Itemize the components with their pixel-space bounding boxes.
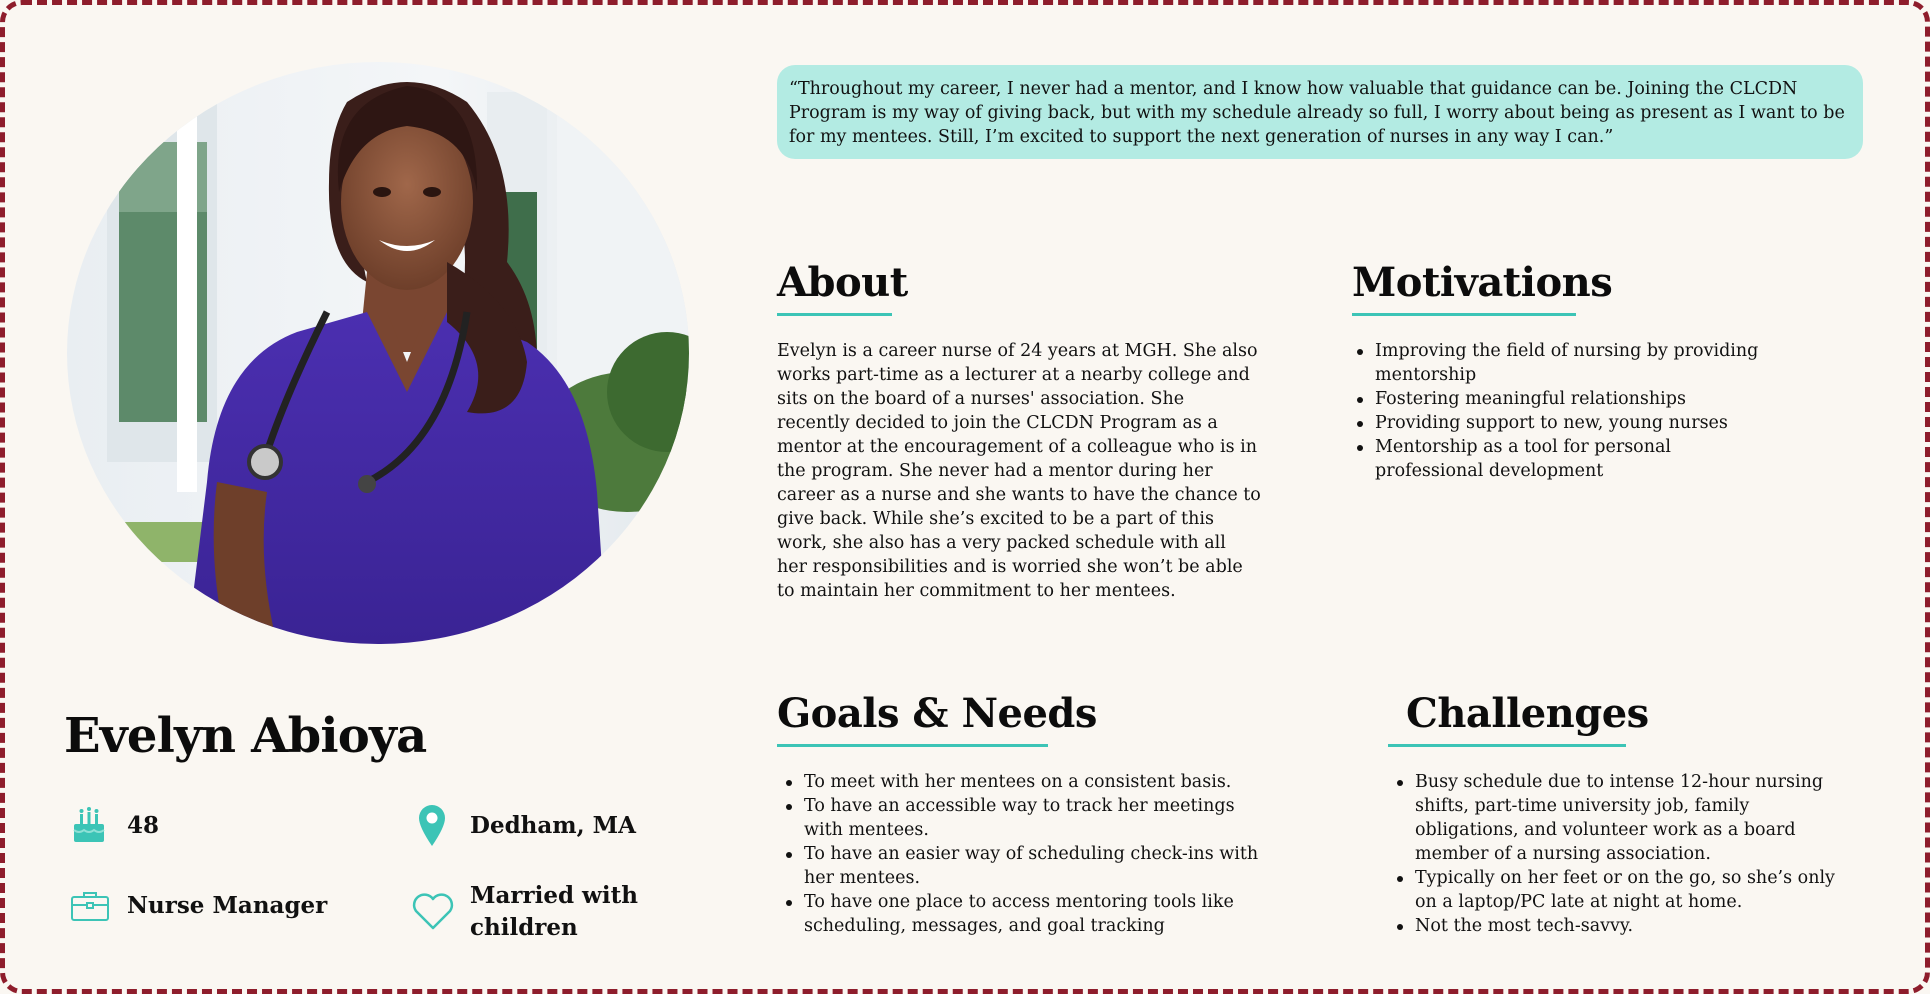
motivations-heading: Motivations <box>1352 259 1613 306</box>
list-item: Fostering meaningful relationships <box>1348 387 1768 411</box>
motivations-underline <box>1352 313 1576 316</box>
list-item: To have one place to access mentoring tools like scheduling, messages, and goal tracking <box>777 890 1277 938</box>
list-item: Providing support to new, young nurses <box>1348 411 1768 435</box>
list-item: To meet with her mentees on a consistent basis. <box>777 770 1277 794</box>
goals-heading: Goals & Needs <box>777 690 1097 737</box>
list-item: Not the most tech-savvy. <box>1388 914 1853 938</box>
goals-list <box>777 770 1277 938</box>
persona-quote: “Throughout my career, I never had a mentor, and I know how valuable that guidance can be. Joining the CLCDN Program is my way of giving back, but with my schedule already so full, I worry about being as present as I want to be for my mentees. Still, I’m excited to support the next generation of nurses in any way I can.” <box>777 65 1863 159</box>
list-item: To have an accessible way to track her meetings with mentees. <box>777 794 1277 842</box>
list-item: Mentorship as a tool for personal professional development <box>1348 435 1768 483</box>
nurse-portrait-image <box>67 62 689 644</box>
goals-underline <box>777 744 1048 747</box>
list-item: Busy schedule due to intense 12-hour nursing shifts, part-time university job, family obligations, and volunteer work as a board member of a nursing association. <box>1388 770 1853 866</box>
persona-family: Married with children <box>470 882 638 941</box>
list-item: To have an easier way of scheduling check-ins with her mentees. <box>777 842 1277 890</box>
persona-age: 48 <box>127 812 160 839</box>
birthday-cake-icon <box>72 806 106 844</box>
list-item: Improving the field of nursing by providing mentorship <box>1348 339 1768 387</box>
challenges-underline <box>1388 744 1626 747</box>
persona-photo <box>67 62 689 644</box>
challenges-list <box>1388 770 1853 938</box>
persona-location: Dedham, MA <box>470 812 636 839</box>
challenges-heading: Challenges <box>1406 690 1649 737</box>
briefcase-icon <box>70 890 110 922</box>
list-item: Typically on her feet or on the go, so she’s only on a laptop/PC late at night at home. <box>1388 866 1853 914</box>
about-underline <box>777 313 892 316</box>
about-heading: About <box>777 259 908 306</box>
about-text: Evelyn is a career nurse of 24 years at MGH. She also works part-time as a lecturer at a nearby college and sits on the board of a nurses' association. She recently decided to join the CLCDN Program as a mentor at the encouragement of a colleague who is in the program. She never had a mentor during her career as a nurse and she wants to have the chance to give back. While she’s excited to be a part of this work, she also has a very packed schedule with all her responsibilities and is worried she won’t be able to maintain her commitment to her mentees. <box>777 341 1261 601</box>
persona-occupation: Nurse Manager <box>127 892 328 919</box>
motivations-list <box>1348 339 1768 483</box>
heart-icon <box>411 891 455 931</box>
persona-name: Evelyn Abioya <box>64 708 427 764</box>
map-pin-icon <box>417 803 447 847</box>
